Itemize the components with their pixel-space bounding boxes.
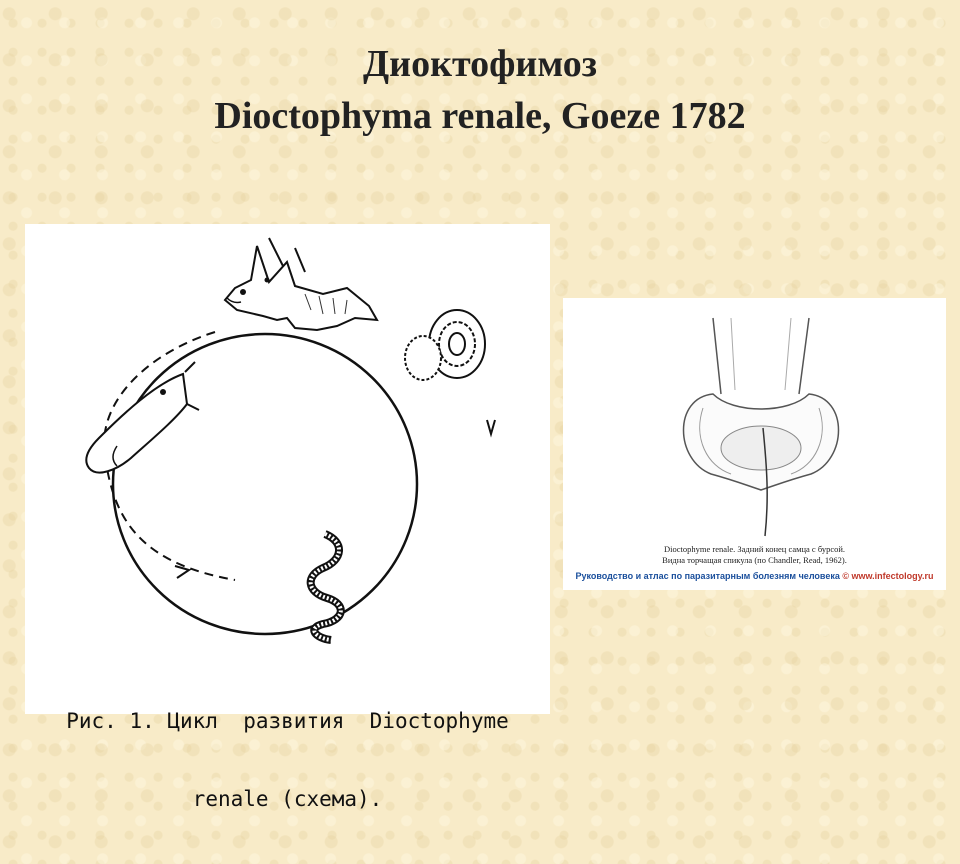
adult-worm-drawing xyxy=(311,534,341,640)
life-cycle-figure xyxy=(25,224,550,811)
source-credit xyxy=(563,571,946,581)
cycle-ring xyxy=(113,334,417,634)
worm-body xyxy=(713,318,809,394)
bursa-inner xyxy=(721,426,801,470)
slide-title xyxy=(0,38,960,142)
title-latin: Dioctophyma renale, Goeze 1782 xyxy=(214,95,746,137)
bursa-caption-line-2: Видна торчащая спикула (по Chandler, Read, 1962). xyxy=(662,555,847,565)
source-text: Руководство и атлас по паразитарным болезням человека xyxy=(575,571,840,581)
coiled-larva-drawing xyxy=(405,310,485,380)
title-russian: Диоктофимоз xyxy=(363,43,597,85)
source-url[interactable]: © www.infectology.ru xyxy=(842,571,934,581)
life-cycle-diagram xyxy=(25,224,550,654)
caption-line-1: Рис. 1. Цикл развития Dioctophyme xyxy=(66,709,509,733)
male-bursa-figure xyxy=(563,298,946,590)
fish-host-drawing xyxy=(86,362,199,473)
fish-path-arrow xyxy=(175,566,189,578)
caption-line-2: renale (схема). xyxy=(192,787,383,811)
bursa-illustration xyxy=(563,298,946,543)
life-cycle-caption xyxy=(25,656,550,864)
bursa-caption xyxy=(563,544,946,566)
dog-host-drawing xyxy=(225,238,377,330)
bursa-caption-line-1: Dioctophyme renale. Задний конец самца с бурсой. xyxy=(663,544,846,554)
cycle-arrow xyxy=(487,420,495,434)
